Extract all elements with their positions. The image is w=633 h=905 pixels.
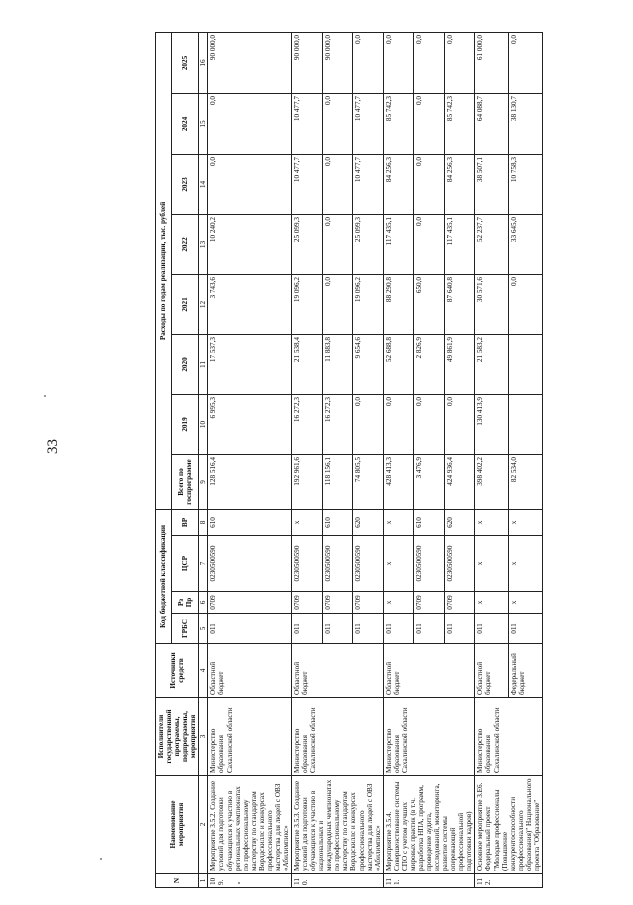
rotated-table-container [155, 33, 625, 888]
year-value: 52 237,7 [475, 214, 509, 274]
year-value: 0,0 [322, 274, 353, 334]
table-row [292, 32, 323, 887]
executor: Министерство образования Сахалинской области [383, 698, 475, 776]
header-year: 2025 [171, 32, 198, 93]
year-value: 84 256,3 [383, 154, 414, 214]
rzpr-cell: 0709 [414, 592, 445, 614]
total-cell: 398 402,2 [475, 454, 509, 509]
vr-cell: 610 [208, 509, 292, 535]
executor: Министерство образования Сахалинской области [208, 698, 292, 776]
row-number: 109. [208, 874, 292, 888]
header-rzpr: Рз Пр [171, 592, 198, 614]
header-year: 2022 [171, 214, 198, 274]
vr-cell: 620 [353, 509, 384, 535]
grbs-cell: 011 [292, 614, 323, 644]
year-value: 117 435,1 [444, 214, 475, 274]
scan-speck [44, 395, 46, 397]
index-cell: 9 [199, 454, 208, 509]
year-value: 10 477,7 [292, 154, 323, 214]
year-value: 84 256,3 [444, 154, 475, 214]
vr-cell: х [475, 509, 509, 535]
total-cell: 3 476,9 [414, 454, 445, 509]
year-value: 0,0 [414, 394, 445, 454]
year-value: 16 272,3 [292, 394, 323, 454]
header-vr: ВР [171, 509, 198, 535]
header-total: Всего по госпрограмме [171, 454, 198, 509]
year-value: 0,0 [414, 32, 445, 93]
index-cell: 7 [199, 536, 208, 592]
index-cell: 10 [199, 394, 208, 454]
year-value: 0,0 [414, 154, 445, 214]
table-row [208, 32, 292, 887]
year-value: 3 743,6 [208, 274, 292, 334]
header-year: 2023 [171, 154, 198, 214]
funding-source: Федеральный бюджет [509, 644, 543, 698]
funding-source: Областной бюджет [208, 644, 292, 698]
year-value: 90 000,0 [292, 32, 323, 93]
year-value: 49 861,9 [444, 334, 475, 394]
year-value: 90 000,0 [322, 32, 353, 93]
table-row [475, 32, 509, 887]
header-csr: ЦСР [171, 536, 198, 592]
year-value: 33 645,0 [509, 214, 543, 274]
activity-name: Мероприятие 3.5.4. Совершенствование системы СПО с учетом лучших мировых практик (в т.ч. разработка НПА, программ, проведение аудита, исследований, мониторинга, развитие системы опережающей профессиональной подготовки кадров) [383, 776, 475, 874]
year-value: 0,0 [509, 32, 543, 93]
year-value: 117 435,1 [383, 214, 414, 274]
rzpr-cell: 0709 [292, 592, 323, 614]
index-cell: 14 [199, 154, 208, 214]
rzpr-cell: 0709 [322, 592, 353, 614]
year-value: 87 640,8 [444, 274, 475, 334]
year-value [509, 334, 543, 394]
year-value: 61 000,0 [475, 32, 509, 93]
total-cell: 424 936,4 [444, 454, 475, 509]
year-value: 0,0 [353, 394, 384, 454]
index-cell: 8 [199, 509, 208, 535]
vr-cell: х [509, 509, 543, 535]
csr-cell: х [383, 536, 414, 592]
year-value: 64 088,7 [475, 93, 509, 154]
funding-source: Областной бюджет [475, 644, 509, 698]
rzpr-cell: 0709 [353, 592, 384, 614]
header-source: Источники средств [156, 644, 199, 698]
year-value [509, 394, 543, 454]
vr-cell: х [292, 509, 323, 535]
index-cell: 15 [199, 93, 208, 154]
index-cell: 5 [199, 614, 208, 644]
header-n: N [156, 874, 199, 888]
year-value: 0,0 [322, 214, 353, 274]
year-value: 0,0 [414, 214, 445, 274]
total-cell: 192 961,6 [292, 454, 323, 509]
year-value: 10 477,7 [353, 154, 384, 214]
header-year: 2019 [171, 394, 198, 454]
year-value: 0,0 [444, 32, 475, 93]
year-value: 30 571,6 [475, 274, 509, 334]
header-year: 2021 [171, 274, 198, 334]
year-value: 85 742,3 [383, 93, 414, 154]
header-executor: Исполнители государственной программы, подпрограммы, мероприятия [156, 698, 199, 776]
csr-cell: 0230500590 [444, 536, 475, 592]
rzpr-cell: х [475, 592, 509, 614]
year-value: 16 272,3 [322, 394, 353, 454]
grbs-cell: 011 [475, 614, 509, 644]
row-number: 110. [292, 874, 384, 888]
row-number: 112. [475, 874, 543, 888]
header-year: 2020 [171, 334, 198, 394]
year-value: 19 096,2 [292, 274, 323, 334]
csr-cell: 0230500590 [414, 536, 445, 592]
year-value: 52 688,8 [383, 334, 414, 394]
year-value: 2 826,9 [414, 334, 445, 394]
header-expenses: Расходы по годам реализации, тыс. рублей [156, 32, 172, 509]
vr-cell: 610 [414, 509, 445, 535]
row-number: 111. [383, 874, 475, 888]
year-value: 0,0 [208, 154, 292, 214]
scan-speck [100, 858, 102, 860]
year-value: 10 477,7 [292, 93, 323, 154]
year-value: 25 099,3 [353, 214, 384, 274]
rzpr-cell: 0709 [444, 592, 475, 614]
year-value: 10 240,2 [208, 214, 292, 274]
header-name: Наименование мероприятия [156, 776, 199, 874]
year-value: 17 537,3 [208, 334, 292, 394]
year-value: 0,0 [353, 32, 384, 93]
total-cell: 74 805,5 [353, 454, 384, 509]
activity-name: Основное мероприятие 3.Е6. Федеральный проект "Молодые профессионалы (Повышение конкурентоспособности профессионального образования)" Национального проекта "Образование" [475, 776, 543, 874]
executor: Министерство образования Сахалинской области [475, 698, 543, 776]
year-value: 650,0 [414, 274, 445, 334]
scan-speck [238, 882, 240, 884]
year-value: 0,0 [322, 154, 353, 214]
grbs-cell: 011 [444, 614, 475, 644]
activity-name: Мероприятие 3.5.2. Создание условий для подготовки обучающихся к участию в региональных чемпионатах по профессиональному мастерству по стандартам Ворлдскиллс и конкурсах профессионального мастерства для людей с ОВЗ «Абилимпикс» [208, 776, 292, 874]
rzpr-cell: 0709 [208, 592, 292, 614]
activity-name: Мероприятие 3.5.3. Создание условий для подготовки обучающихся к участию в национальных и международных чемпионатах по профессиональному мастерству по стандартам Ворлдскиллс и конкурсах профессионального мастерства для людей с ОВЗ «Абилимпикс» [292, 776, 384, 874]
year-value: 0,0 [414, 93, 445, 154]
year-value: 19 096,2 [353, 274, 384, 334]
funding-source: Областной бюджет [292, 644, 384, 698]
year-value: 0,0 [322, 93, 353, 154]
year-value: 21 583,2 [475, 334, 509, 394]
csr-cell: 0230500590 [208, 536, 292, 592]
year-value: 38 130,7 [509, 93, 543, 154]
csr-cell: 0230500590 [353, 536, 384, 592]
year-value: 9 654,6 [353, 334, 384, 394]
vr-cell: 620 [444, 509, 475, 535]
grbs-cell: 011 [383, 614, 414, 644]
index-cell: 4 [199, 644, 208, 698]
year-value: 0,0 [208, 93, 292, 154]
year-value: 10 477,7 [353, 93, 384, 154]
csr-cell: х [509, 536, 543, 592]
year-value: 11 883,8 [322, 334, 353, 394]
csr-cell: х [475, 536, 509, 592]
total-cell: 128 516,4 [208, 454, 292, 509]
grbs-cell: 011 [208, 614, 292, 644]
page-number: 33 [45, 439, 61, 454]
vr-cell: х [383, 509, 414, 535]
vr-cell: 610 [322, 509, 353, 535]
index-cell: 16 [199, 32, 208, 93]
year-value: 0,0 [509, 274, 543, 334]
total-cell: 428 413,3 [383, 454, 414, 509]
year-value: 10 758,3 [509, 154, 543, 214]
year-value: 88 290,8 [383, 274, 414, 334]
table-row [383, 32, 414, 887]
header-budget-code: Код бюджетной классификации [156, 509, 172, 643]
executor: Министерство образования Сахалинской области [292, 698, 384, 776]
year-value: 0,0 [444, 394, 475, 454]
csr-cell: 0230500590 [292, 536, 323, 592]
year-value: 85 742,3 [444, 93, 475, 154]
grbs-cell: 011 [509, 614, 543, 644]
year-value: 38 507,1 [475, 154, 509, 214]
year-value: 90 000,0 [208, 32, 292, 93]
index-cell: 13 [199, 214, 208, 274]
year-value: 6 995,3 [208, 394, 292, 454]
grbs-cell: 011 [322, 614, 353, 644]
funding-source: Областной бюджет [383, 644, 475, 698]
expenses-table [155, 32, 543, 888]
total-cell: 118 156,1 [322, 454, 353, 509]
index-cell: 2 [199, 776, 208, 874]
index-cell: 11 [199, 334, 208, 394]
total-cell: 82 534,0 [509, 454, 543, 509]
csr-cell: 0230500590 [322, 536, 353, 592]
header-year: 2024 [171, 93, 198, 154]
grbs-cell: 011 [414, 614, 445, 644]
rzpr-cell: х [383, 592, 414, 614]
year-value: 25 099,3 [292, 214, 323, 274]
index-cell: 3 [199, 698, 208, 776]
index-cell: 12 [199, 274, 208, 334]
year-value: 0,0 [383, 394, 414, 454]
year-value: 0,0 [383, 32, 414, 93]
grbs-cell: 011 [353, 614, 384, 644]
index-cell: 1 [199, 874, 208, 888]
rzpr-cell: х [509, 592, 543, 614]
year-value: 130 413,9 [475, 394, 509, 454]
header-grbs: ГРБС [171, 614, 198, 644]
index-cell: 6 [199, 592, 208, 614]
year-value: 21 538,4 [292, 334, 323, 394]
